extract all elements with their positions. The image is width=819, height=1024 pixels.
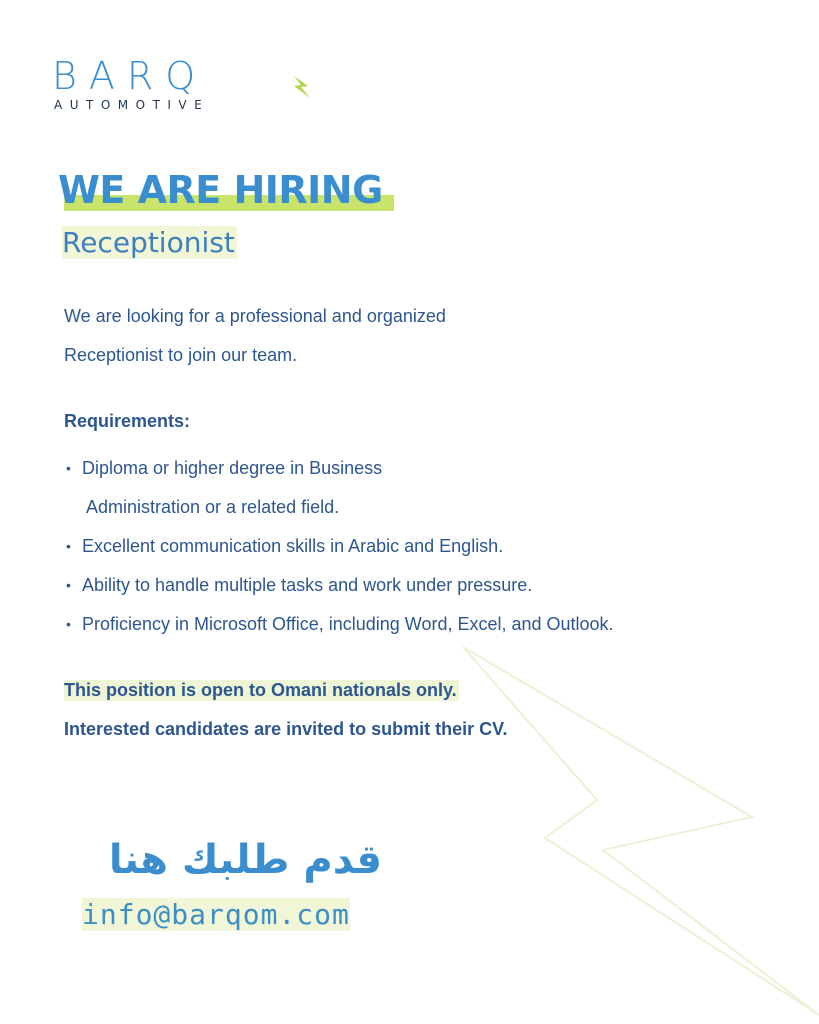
- requirement-text: Diploma or higher degree in Business: [82, 458, 383, 478]
- intro-line-1: We are looking for a professional and organized: [64, 306, 446, 326]
- intro-line-2: Receptionist to join our team.: [64, 345, 298, 365]
- list-item: [64, 449, 704, 527]
- bullet-icon: •: [66, 577, 71, 593]
- bullet-icon: •: [66, 616, 71, 632]
- requirement-text: Proficiency in Microsoft Office, including Word, Excel, and Outlook.: [82, 614, 614, 634]
- headline-block: [58, 170, 383, 210]
- intro-paragraph: [64, 297, 624, 375]
- logo-wordmark: BARQ: [52, 54, 208, 98]
- contact-email[interactable]: [82, 896, 350, 934]
- contact-email-text[interactable]: info@barqom.com: [82, 898, 350, 931]
- eligibility-notice: This position is open to Omani nationals only.: [64, 680, 457, 700]
- requirement-text: Excellent communication skills in Arabic and English.: [82, 536, 504, 556]
- brand-logo: [52, 56, 272, 116]
- list-item: [64, 566, 704, 605]
- headline: WE ARE HIRING: [58, 168, 383, 212]
- requirement-text-continued: Administration or a related field.: [86, 497, 340, 517]
- cv-call-to-action: Interested candidates are invited to submit their CV.: [64, 719, 508, 739]
- lightning-bolt-icon: [288, 74, 314, 100]
- requirements-heading: Requirements:: [64, 411, 191, 431]
- list-item: [64, 605, 704, 644]
- apply-here-arabic: قدم طلبك هنا: [108, 837, 382, 883]
- logo-subtitle: AUTOMOTIVE: [54, 98, 210, 112]
- position-title: [62, 226, 237, 260]
- bullet-icon: •: [66, 538, 71, 554]
- list-item: [64, 527, 704, 566]
- requirements-list: [64, 449, 704, 644]
- bullet-icon: •: [66, 460, 71, 476]
- requirement-text: Ability to handle multiple tasks and work under pressure.: [82, 575, 533, 595]
- position-title-text: Receptionist: [62, 226, 235, 259]
